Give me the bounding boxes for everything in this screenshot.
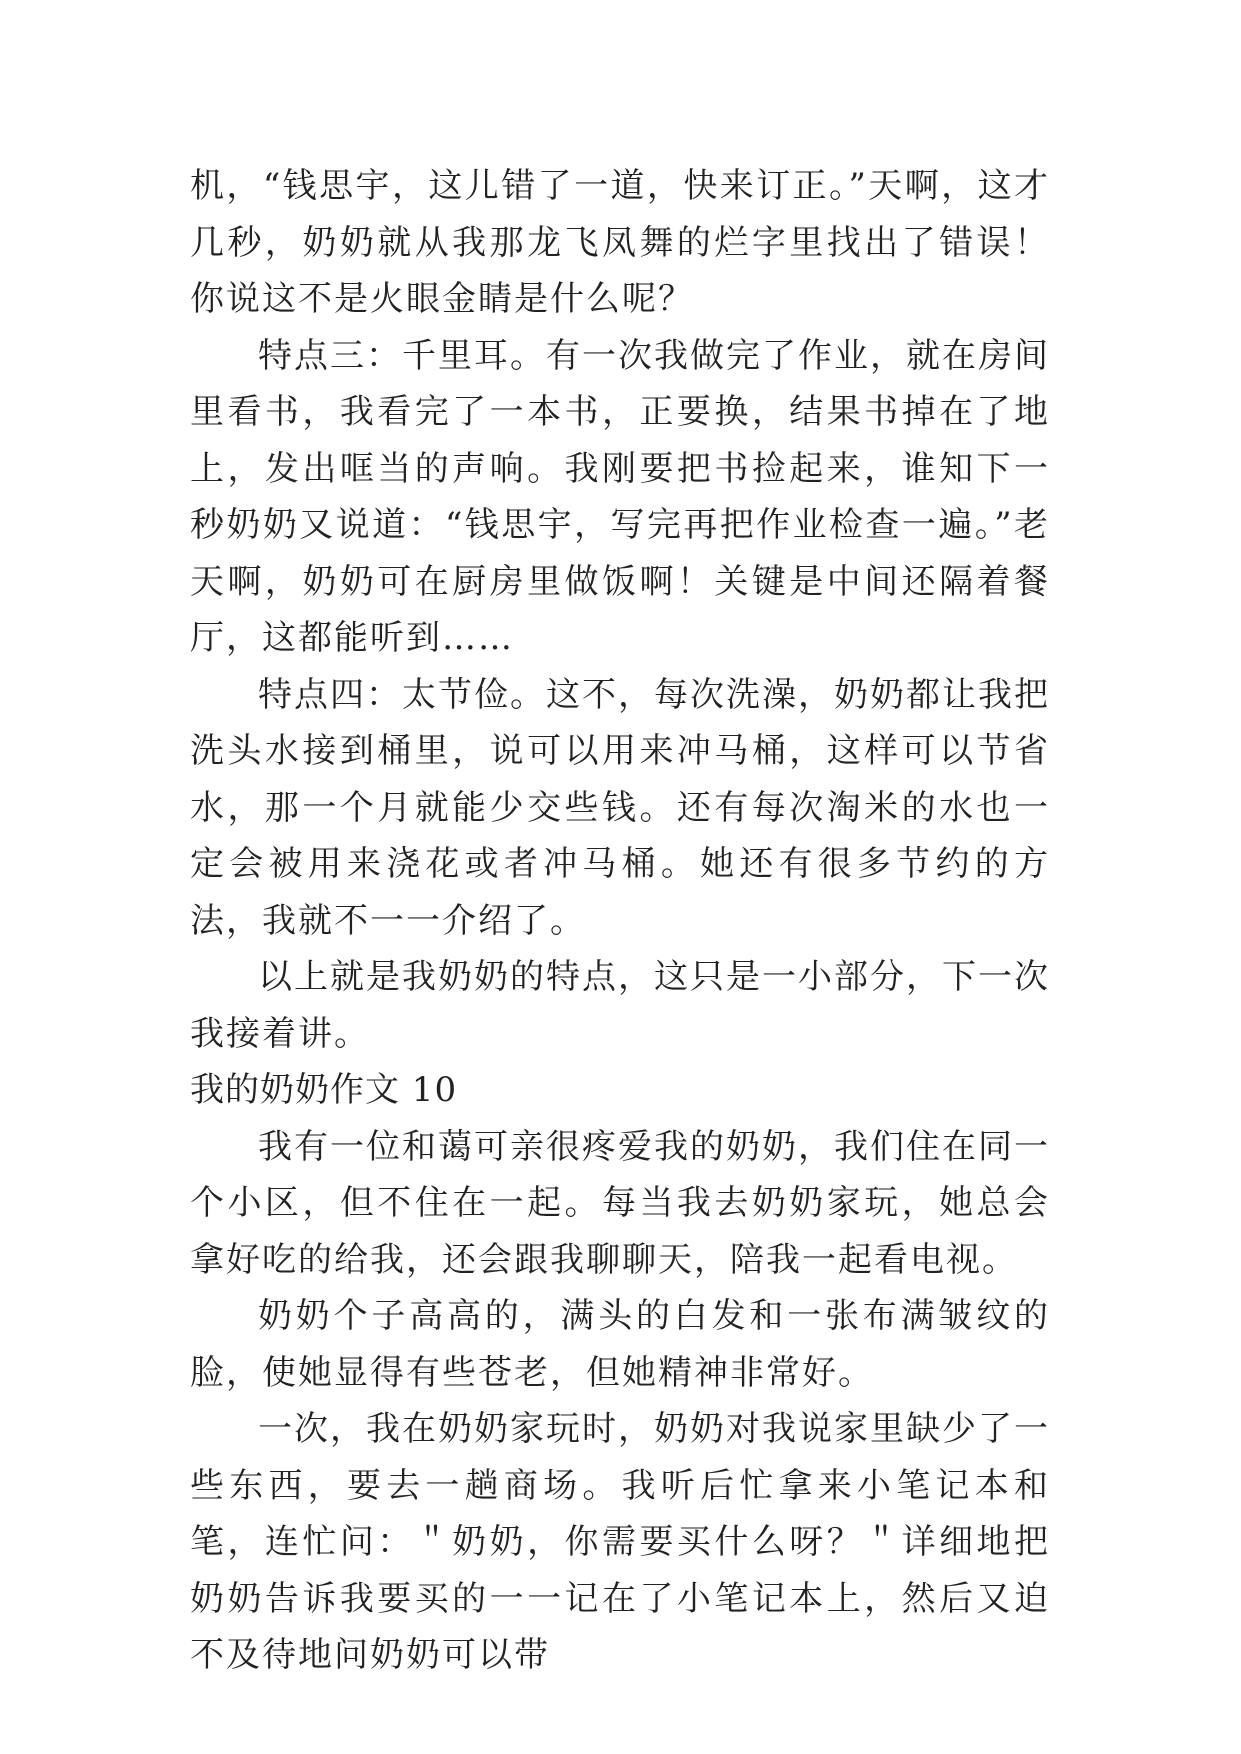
paragraph-continued: 机，“钱思宇，这儿错了一道，快来订正。”天啊，这才几秒，奶奶就从我那龙飞凤舞的烂字里找出了错误！你说这不是火眼金睛是什么呢？: [190, 166, 1050, 319]
essay-heading: 我的奶奶作文 10: [190, 1070, 458, 1110]
paragraph-intro: 我有一位和蔼可亲很疼爱我的奶奶，我们住在同一个小区，但不住在一起。每当我去奶奶家玩，她总会拿好吃的给我，还会跟我聊聊天，陪我一起看电视。: [190, 1126, 1050, 1280]
document-body: [190, 158, 1050, 1684]
paragraph-conclusion: 以上就是我奶奶的特点，这只是一小部分，下一次我接着讲。: [190, 957, 1050, 1054]
paragraph-feature-three: 特点三：千里耳。有一次我做完了作业，就在房间里看书，我看完了一本书，正要换，结果书掉在了地上，发出哐当的声响。我刚要把书捡起来，谁知下一秒奶奶又说道：“钱思宇，写完再把作业检查一遍。”老天啊，奶奶可在厨房里做饭啊！关键是中间还隔着餐厅，这都能听到……: [190, 335, 1050, 658]
paragraph-feature-four: 特点四：太节俭。这不，每次洗澡，奶奶都让我把洗头水接到桶里，说可以用来冲马桶，这样可以节省水，那一个月就能少交些钱。还有每次淘米的水也一定会被用来浇花或者冲马桶。她还有很多节约的方法，我就不一一介绍了。: [190, 674, 1050, 941]
paragraph-appearance: 奶奶个子高高的，满头的白发和一张布满皱纹的脸，使她显得有些苍老，但她精神非常好。: [190, 1296, 1050, 1393]
paragraph-shopping: 一次，我在奶奶家玩时，奶奶对我说家里缺少了一些东西，要去一趟商场。我听后忙拿来小笔记本和笔，连忙问：＂奶奶，你需要买什么呀？＂详细地把奶奶告诉我要买的一一记在了小笔记本上，然后又迫不及待地问奶奶可以带: [190, 1409, 1050, 1675]
